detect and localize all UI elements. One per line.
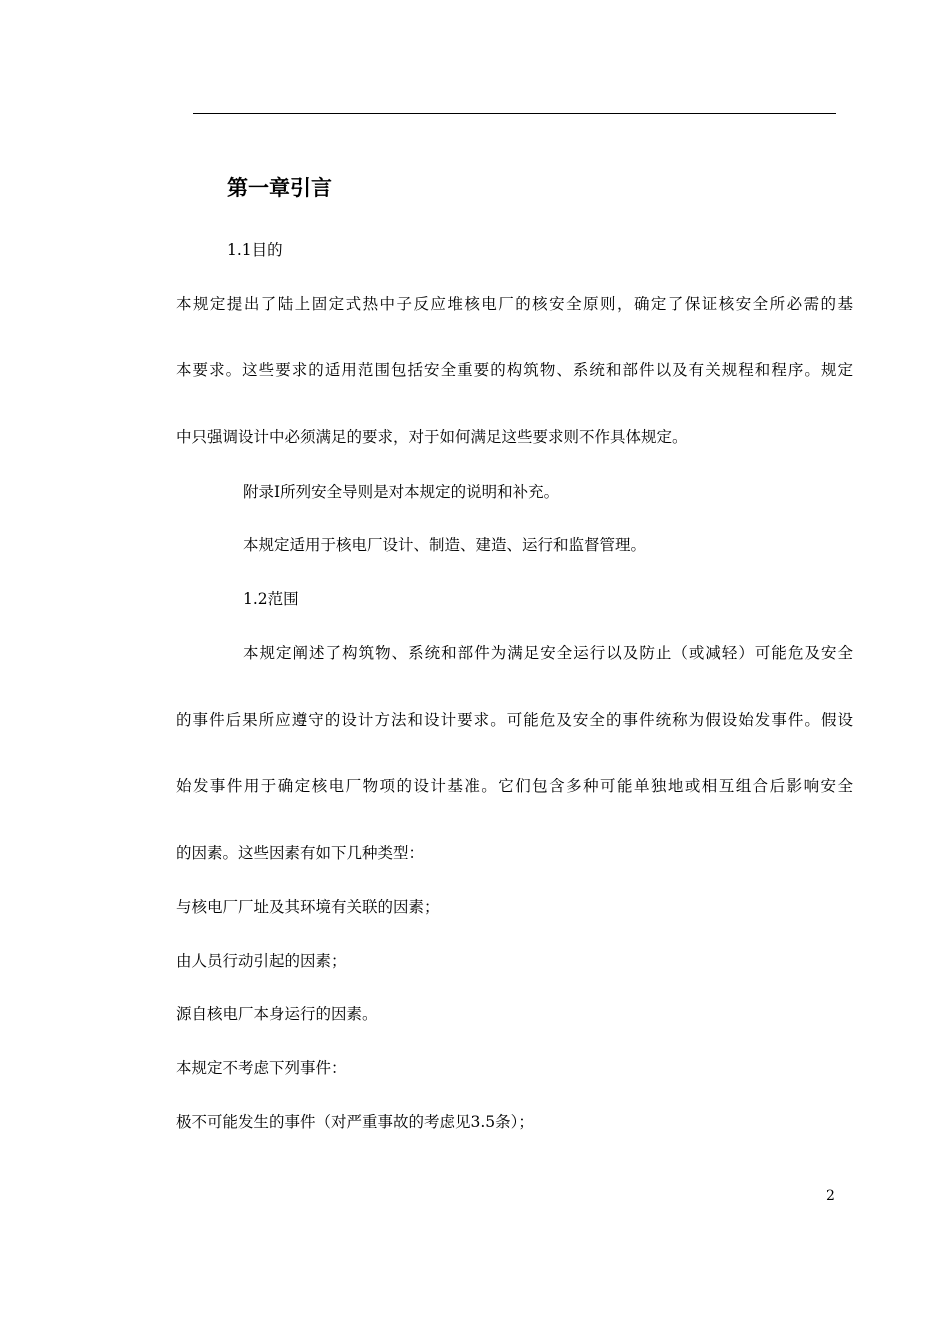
- list-item: 源自核电厂本身运行的因素。: [176, 1005, 378, 1023]
- paragraph-line: 本规定阐述了构筑物、系统和部件为满足安全运行以及防止（或减轻）可能危及安全: [243, 644, 853, 662]
- page-number: 2: [826, 1188, 835, 1204]
- paragraph-line: 的因素。这些因素有如下几种类型：: [176, 844, 425, 862]
- header-rule: [193, 113, 836, 114]
- section-heading-1-2: 1.2范围: [243, 590, 299, 608]
- paragraph-line: 本要求。这些要求的适用范围包括安全重要的构筑物、系统和部件以及有关规程和程序。规定: [176, 361, 853, 379]
- list-item: 由人员行动引起的因素；: [176, 952, 347, 970]
- list-item: 极不可能发生的事件（对严重事故的考虑见3.5条）；: [176, 1113, 534, 1131]
- paragraph-line: 始发事件用于确定核电厂物项的设计基准。它们包含多种可能单独地或相互组合后影响安全: [176, 777, 853, 795]
- section-heading-1-1: 1.1目的: [227, 241, 283, 259]
- chapter-title: 第一章引言: [227, 176, 332, 200]
- not-considered-intro: 本规定不考虑下列事件：: [176, 1059, 347, 1077]
- paragraph-appendix: 附录I所列安全导则是对本规定的说明和补充。: [243, 483, 560, 501]
- paragraph-line: 中只强调设计中必须满足的要求，对于如何满足这些要求则不作具体规定。: [176, 428, 688, 446]
- paragraph-line: 的事件后果所应遵守的设计方法和设计要求。可能危及安全的事件统称为假设始发事件。假设: [176, 711, 853, 729]
- paragraph-applicability: 本规定适用于核电厂设计、制造、建造、运行和监督管理。: [243, 536, 647, 554]
- paragraph-line: 本规定提出了陆上固定式热中子反应堆核电厂的核安全原则，确定了保证核安全所必需的基: [176, 295, 853, 313]
- list-item: 与核电厂厂址及其环境有关联的因素；: [176, 898, 440, 916]
